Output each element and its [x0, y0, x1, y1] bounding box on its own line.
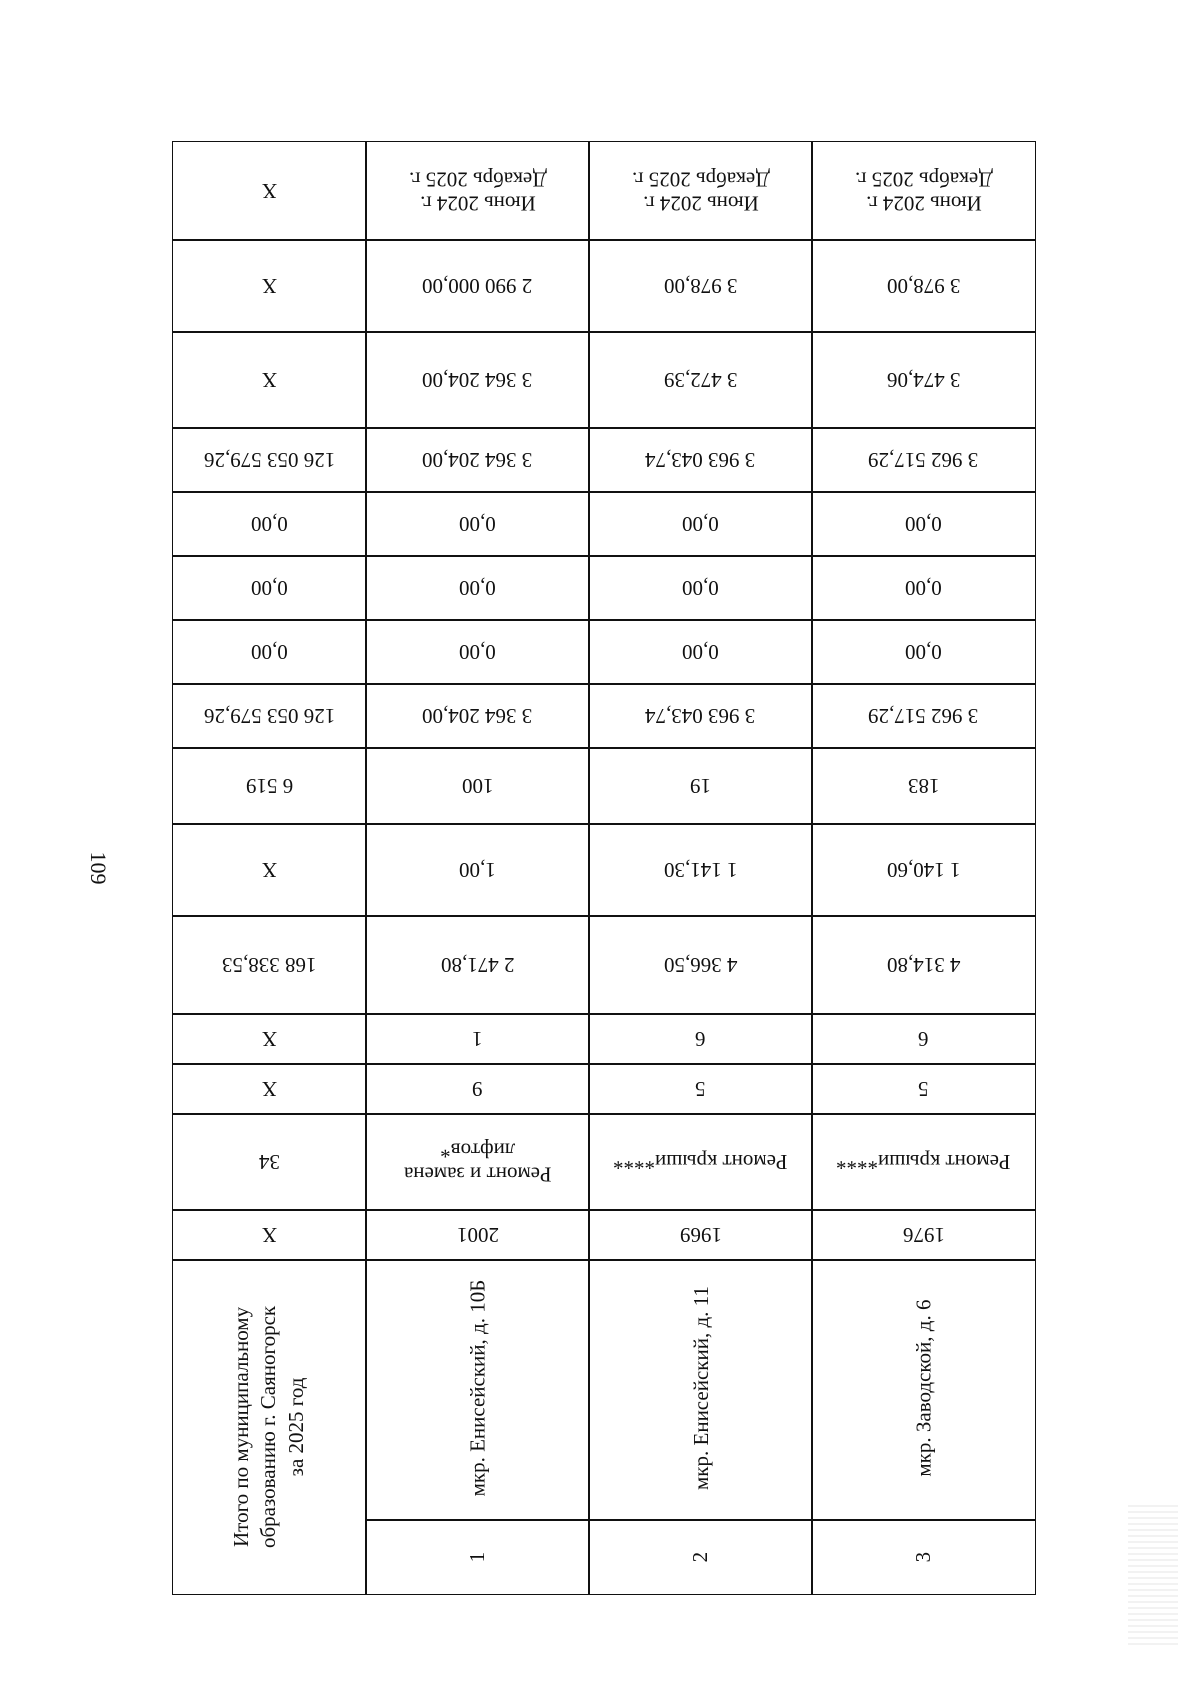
cell-text: 0,00: [251, 640, 288, 665]
table-column-total: [172, 141, 367, 1595]
total-label-line: образованию г. Саяногорск: [256, 1305, 281, 1549]
cell-text: 34: [259, 1150, 280, 1175]
cell-text: 0,00: [251, 512, 288, 537]
table-cell-work-type: [172, 1113, 367, 1211]
table-cell-fund-b: [172, 555, 367, 621]
cell-line: Ремонт крыши****: [836, 1150, 1011, 1175]
address-text: мкр. Енисейский, д. 11: [688, 1286, 713, 1490]
table-cell-area2: [588, 823, 813, 917]
table-cell-cost-total2: [811, 683, 1036, 749]
table-cell-work-type: [365, 1113, 590, 1211]
page-number: 109: [86, 851, 111, 885]
table-cell-residents: [588, 747, 813, 825]
table-cell-limit-cost: [365, 239, 590, 333]
table-cell-cost-total: [811, 427, 1036, 493]
table-cell-unit-cost: [172, 331, 367, 429]
table-cell-limit-cost: [172, 239, 367, 333]
table-cell-area2: [172, 823, 367, 917]
cell-text: 6: [695, 1027, 706, 1052]
cell-text: [855, 167, 993, 215]
cell-text: [632, 167, 770, 215]
rotated-table: [172, 141, 1032, 1595]
table-cell-floors: [588, 1063, 813, 1115]
table-cell-year: [588, 1209, 813, 1261]
table-cell-area2: [365, 823, 590, 917]
table-cell-address: [588, 1259, 813, 1521]
table-cell-floors: [811, 1063, 1036, 1115]
table-cell-fund-a: [365, 491, 590, 557]
cell-text: 100: [461, 774, 494, 799]
total-label-line: Итого по муниципальному: [229, 1306, 254, 1548]
table-cell-area: [365, 915, 590, 1015]
table-cell-unit-cost: [365, 331, 590, 429]
cell-text: 0,00: [682, 512, 719, 537]
cell-line: Ремонт и замена: [403, 1162, 552, 1187]
cell-text: X: [261, 368, 278, 393]
cell-text: 3 474,06: [886, 368, 961, 393]
cell-text: 6: [918, 1027, 929, 1052]
table-cell-entrances: [811, 1013, 1036, 1065]
row-number-text: 1: [465, 1551, 490, 1563]
cell-text: 0,00: [682, 576, 719, 601]
cell-text: 2 471,80: [440, 953, 515, 978]
cell-text: 0,00: [905, 512, 942, 537]
table-cell-cost-total: [588, 427, 813, 493]
cell-text: 1 141,30: [663, 858, 738, 883]
table-cell-fund-a: [811, 491, 1036, 557]
table-cell-entrances: [588, 1013, 813, 1065]
table-column-row-1: [365, 141, 590, 1595]
table-cell-cost-total2: [172, 683, 367, 749]
cell-text: X: [261, 179, 278, 204]
table-cell-total-label: [172, 1259, 367, 1595]
table-cell-area: [811, 915, 1036, 1015]
table-cell-area: [172, 915, 367, 1015]
table-cell-period: [811, 141, 1036, 241]
table-cell-unit-cost: [811, 331, 1036, 429]
cell-text: 2 990 000,00: [422, 274, 533, 299]
table-cell-fund-b: [811, 555, 1036, 621]
table-cell-year: [365, 1209, 590, 1261]
table-cell-residents: [172, 747, 367, 825]
cell-text: [836, 1150, 1010, 1174]
cell-line: Июнь 2024 г.: [419, 191, 536, 216]
cell-text: 0,00: [459, 512, 496, 537]
row-number-text: 3: [911, 1551, 936, 1563]
row-number-text: 2: [688, 1551, 713, 1563]
cell-line: Декабрь 2025 г.: [408, 167, 547, 191]
cell-text: 168 338,53: [222, 953, 317, 978]
table-cell-area2: [811, 823, 1036, 917]
table-cell-entrances: [172, 1013, 367, 1065]
cell-line: Июнь 2024 г.: [642, 191, 759, 216]
cell-text: 1969: [679, 1223, 722, 1248]
cell-text: 3 963 043,74: [645, 704, 756, 729]
cell-text: 19: [690, 774, 711, 799]
cell-text: X: [261, 1223, 278, 1248]
table-cell-work-type: [811, 1113, 1036, 1211]
table-cell-cost-total2: [365, 683, 590, 749]
cell-text: [613, 1150, 787, 1174]
table-cell-cost-total: [365, 427, 590, 493]
table-cell-fund-c: [588, 619, 813, 685]
cell-text: 3 472,39: [663, 368, 738, 393]
cell-line: лифтов*: [439, 1138, 516, 1162]
table-cell-fund-a: [588, 491, 813, 557]
table-cell-address: [365, 1259, 590, 1521]
cell-text: 5: [918, 1077, 929, 1102]
table-column-row-2: [588, 141, 813, 1595]
cell-line: Июнь 2024 г.: [865, 191, 982, 216]
cell-text: 1976: [902, 1223, 945, 1248]
table-cell-address: [811, 1259, 1036, 1521]
address-text: мкр. Енисейский, д. 10Б: [465, 1279, 490, 1497]
cell-text: 4 314,80: [886, 953, 961, 978]
table-cell-fund-b: [365, 555, 590, 621]
cell-text: 0,00: [682, 640, 719, 665]
cell-text: 5: [695, 1077, 706, 1102]
table-column-row-3: [811, 141, 1036, 1595]
table-cell-residents: [811, 747, 1036, 825]
cell-text: 0,00: [251, 576, 288, 601]
total-label-line: за 2025 год: [284, 1377, 309, 1477]
cell-text: [409, 167, 547, 215]
table-cell-floors: [365, 1063, 590, 1115]
table-cell-area: [588, 915, 813, 1015]
table-cell-period: [365, 141, 590, 241]
table-cell-year: [811, 1209, 1036, 1261]
address-text: мкр. Заводской, д. 6: [911, 1299, 936, 1477]
table-cell-fund-c: [811, 619, 1036, 685]
cell-text: 4 366,50: [663, 953, 738, 978]
cell-text: 3 364 204,00: [422, 368, 533, 393]
cell-text: 3 962 517,29: [868, 448, 979, 473]
table-cell-cost-total2: [588, 683, 813, 749]
cell-text: 0,00: [459, 640, 496, 665]
table-cell-floors: [172, 1063, 367, 1115]
table-cell-row-number: [588, 1519, 813, 1595]
cell-text: 126 053 579,26: [203, 448, 336, 473]
cell-text: 2001: [456, 1223, 499, 1248]
table-cell-fund-c: [172, 619, 367, 685]
cell-text: [404, 1138, 551, 1186]
cell-text: 3 963 043,74: [645, 448, 756, 473]
cell-text: 0,00: [905, 576, 942, 601]
cell-line: Декабрь 2025 г.: [854, 167, 993, 191]
table-cell-limit-cost: [588, 239, 813, 333]
cell-text: 3 364 204,00: [422, 448, 533, 473]
table-cell-period: [588, 141, 813, 241]
table-cell-fund-b: [588, 555, 813, 621]
cell-text: 183: [907, 774, 940, 799]
cell-line: Ремонт крыши****: [613, 1150, 788, 1175]
cell-text: X: [261, 1027, 278, 1052]
cell-text: 1,00: [459, 858, 496, 883]
table-cell-row-number: [365, 1519, 590, 1595]
table-cell-year: [172, 1209, 367, 1261]
cell-line: Декабрь 2025 г.: [631, 167, 770, 191]
table-cell-residents: [365, 747, 590, 825]
table-cell-period: [172, 141, 367, 241]
table-cell-unit-cost: [588, 331, 813, 429]
cell-text: 126 053 579,26: [203, 704, 336, 729]
cell-text: 3 978,00: [663, 274, 738, 299]
total-label: [229, 1306, 311, 1548]
table-cell-row-number: [811, 1519, 1036, 1595]
table-cell-entrances: [365, 1013, 590, 1065]
cell-text: 9: [472, 1077, 483, 1102]
table-cell-limit-cost: [811, 239, 1036, 333]
scan-artifact: [1128, 1505, 1178, 1645]
cell-text: X: [261, 274, 278, 299]
cell-text: 1: [472, 1027, 483, 1052]
table-cell-fund-a: [172, 491, 367, 557]
cell-text: 0,00: [905, 640, 942, 665]
table-cell-work-type: [588, 1113, 813, 1211]
cell-text: 3 364 204,00: [422, 704, 533, 729]
cell-text: 0,00: [459, 576, 496, 601]
cell-text: 3 962 517,29: [868, 704, 979, 729]
cell-text: 3 978,00: [886, 274, 961, 299]
cell-text: X: [261, 858, 278, 883]
table-cell-cost-total: [172, 427, 367, 493]
cell-text: 6 519: [245, 774, 294, 799]
cell-text: 1 140,60: [886, 858, 961, 883]
table-cell-fund-c: [365, 619, 590, 685]
cell-text: X: [261, 1077, 278, 1102]
